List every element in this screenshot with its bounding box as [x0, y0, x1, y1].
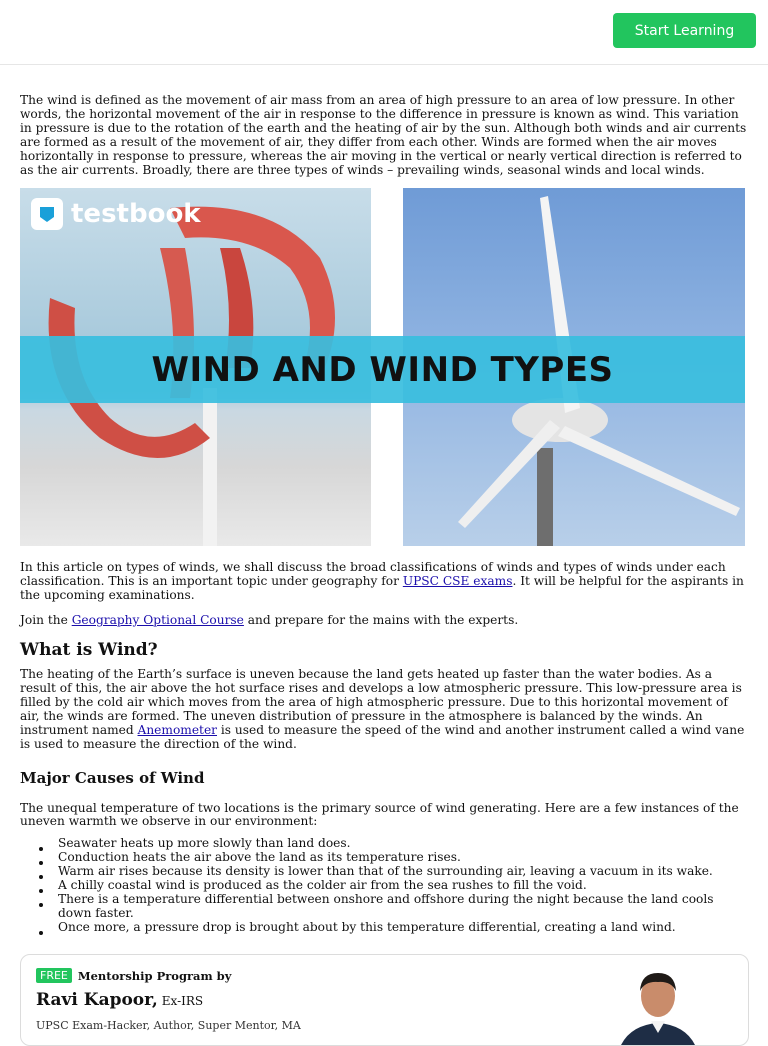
article-paragraph: The unequal temperature of two locations is the primary source of wind generating. Here are a few instances of the uneven warmth we observe in our environment:: [20, 800, 739, 829]
anemometer-link[interactable]: Anemometer: [137, 722, 217, 737]
mentor-avatar: [611, 963, 705, 1045]
hero-banner: [20, 336, 745, 403]
free-badge: FREE: [36, 968, 72, 983]
start-learning-button[interactable]: Start Learning: [613, 13, 756, 48]
article-paragraph: In this article on types of winds, we shall discuss the broad classifications of winds and types of winds under each classification. This is an important topic under geography for UPSC CSE exams. It will be helpful for the aspirants in the upcoming examinations.: [20, 560, 744, 603]
testbook-logo-icon: [31, 198, 63, 230]
mentor-credential: Ex-IRS: [161, 994, 204, 1008]
mentor-name: Ravi Kapoor, Ex-IRS: [36, 990, 204, 1010]
list-item: Seawater heats up more slowly than land does.: [58, 837, 748, 851]
testbook-logo: [31, 198, 201, 230]
mentorship-label: Mentorship Program by: [77, 968, 232, 983]
logo-text: testbook: [71, 199, 201, 230]
mentorship-card[interactable]: [20, 954, 749, 1046]
mentor-subtitle: UPSC Exam-Hacker, Author, Super Mentor, MA: [36, 1019, 301, 1032]
article-paragraph: Join the Geography Optional Course and prepare for the mains with the experts.: [20, 613, 519, 628]
hero-image: [20, 188, 745, 546]
list-item: A chilly coastal wind is produced as the colder air from the sea rushes to fill the void.: [58, 879, 748, 893]
section-heading-causes: Major Causes of Wind: [20, 768, 205, 787]
intro-paragraph: The wind is defined as the movement of air mass from an area of high pressure to an area of low pressure. In other words, the horizontal movement of the air in response to the difference in pressure is known as wind. This variation in pressure is due to the rotation of the earth and the heating of air by the sun. Although both winds and air currents are formed as a result of the movement of air, they differ from each other. Winds are formed when the air moves horizontally in response to pressure, whereas the air moving in the vertical or nearly vertical direction is referred to as the air currents. Broadly, there are three types of winds – prevailing winds, seasonal winds and local winds.: [20, 93, 747, 177]
upsc-cse-link[interactable]: UPSC CSE exams: [402, 574, 513, 589]
geography-course-link[interactable]: Geography Optional Course: [71, 613, 244, 628]
article-paragraph: The heating of the Earth’s surface is uneven because the land gets heated up faster than the water bodies. As a result of this, the air above the hot surface rises and develops a low atmospheric pressure. This low-pressure area is filled by the cold air which moves from the area of high atmospheric pressure. Due to this horizontal movement of air, the winds are formed. The uneven distribution of pressure in the atmosphere is balanced by the winds. An instrument named Anemometer is used to measure the speed of the wind and another instrument called a wind vane is used to measure the direction of the wind.: [20, 667, 745, 751]
top-bar: [0, 0, 768, 65]
list-item: There is a temperature differential between onshore and offshore during the night because the land cools down faster.: [58, 893, 748, 921]
causes-list: [20, 837, 748, 934]
list-item: Once more, a pressure drop is brought about by this temperature differential, creating a land wind.: [58, 921, 748, 935]
hero-title: WIND AND WIND TYPES: [151, 349, 614, 390]
list-item: Warm air rises because its density is lower than that of the surrounding air, leaving a vacuum in its wake.: [58, 865, 748, 879]
section-heading-what-is-wind: What is Wind?: [20, 640, 158, 661]
list-item: Conduction heats the air above the land as its temperature rises.: [58, 851, 748, 865]
article-content: [20, 94, 748, 935]
